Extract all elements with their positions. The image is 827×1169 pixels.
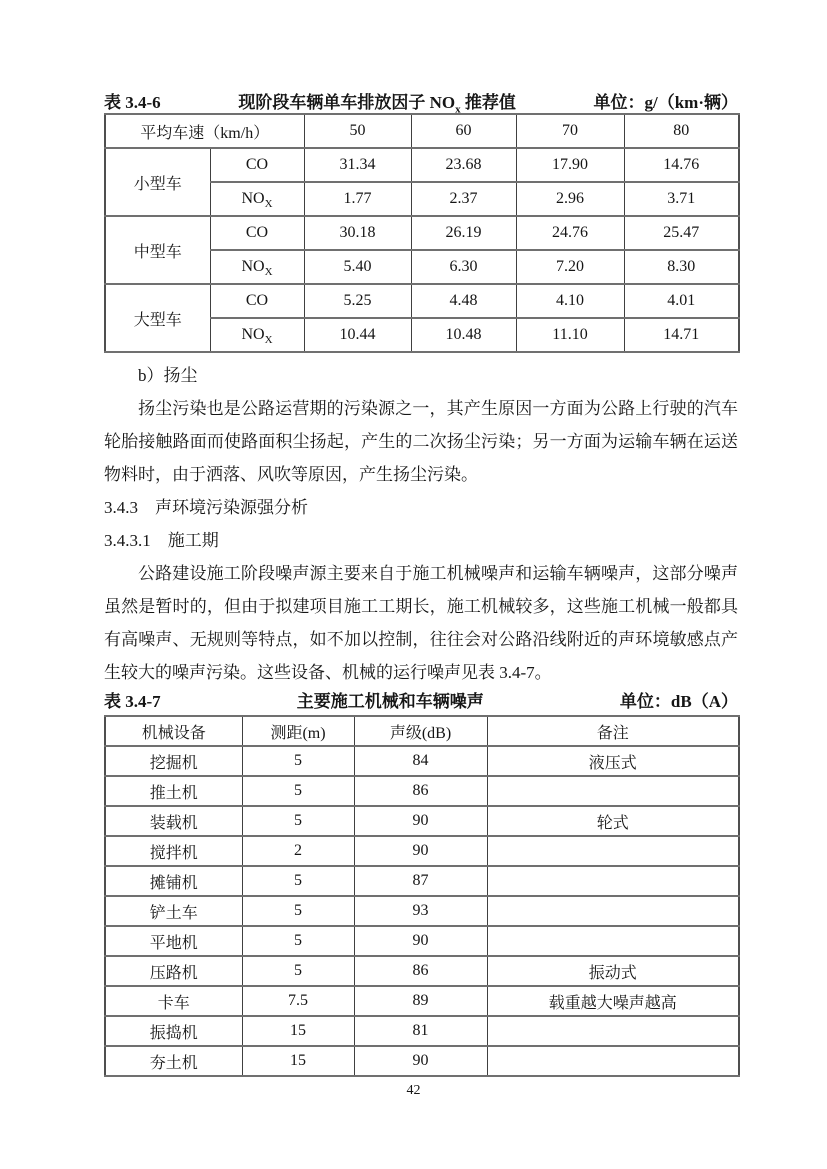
emission-value-cell: 4.10: [516, 284, 624, 318]
emission-table-caption: [104, 92, 738, 116]
vehicle-type-cell: 小型车: [105, 148, 210, 216]
speed-cell: 80: [624, 114, 739, 148]
emission-table-label: 表 3.4-6: [104, 93, 161, 112]
pollutant-cell: [210, 284, 304, 318]
measure-distance-cell: 5: [242, 926, 354, 956]
table-header-row: [105, 716, 739, 746]
emission-value-cell: 4.01: [624, 284, 739, 318]
pollutant-cell: [210, 182, 304, 216]
remark-cell: [487, 1016, 739, 1046]
remark-cell: [487, 896, 739, 926]
emission-value-cell: 3.71: [624, 182, 739, 216]
pollutant-cell: [210, 216, 304, 250]
measure-distance-cell: 15: [242, 1046, 354, 1076]
noise-level-cell: 90: [354, 1046, 487, 1076]
emission-table-title-rest: 推荐值: [460, 93, 516, 112]
pollutant-name: NO: [241, 258, 265, 275]
pollutant-subscript: X: [264, 198, 273, 211]
emission-value-cell: 14.76: [624, 148, 739, 182]
table-row: [105, 776, 739, 806]
emission-table-unit: 单位：g/（km·辆）: [593, 93, 738, 112]
remark-cell: [487, 926, 739, 956]
noise-paragraph-line: 虽然是暂时的，但由于拟建项目施工工期长，施工机械较多，这些施工机械一般都具: [104, 597, 738, 616]
noise-paragraph-line: 公路建设施工阶段噪声源主要来自于施工机械噪声和运输车辆噪声，这部分噪声: [138, 564, 738, 583]
dust-heading: b）扬尘: [138, 366, 198, 385]
machinery-noise-table: [104, 715, 740, 1077]
noise-level-cell: 86: [354, 776, 487, 806]
column-header-cell: 测距(m): [242, 716, 354, 746]
dust-paragraph-line: 物料时，由于洒落、风吹等原因，产生扬尘污染。: [104, 465, 478, 484]
speed-cell: 50: [304, 114, 411, 148]
remark-cell: 轮式: [487, 806, 739, 836]
pollutant-name: CO: [245, 224, 269, 241]
pollutant-name: CO: [245, 292, 269, 309]
emission-value-cell: 24.76: [516, 216, 624, 250]
vehicle-type-cell: 大型车: [105, 284, 210, 352]
equipment-name-cell: 推土机: [105, 776, 242, 806]
noise-level-cell: 89: [354, 986, 487, 1016]
equipment-name-cell: 夯土机: [105, 1046, 242, 1076]
speed-cell: 70: [516, 114, 624, 148]
emission-value-cell: 17.90: [516, 148, 624, 182]
table-row: [105, 896, 739, 926]
emission-table-title-text: 现阶段车辆单车排放因子 NO: [238, 93, 456, 112]
remark-cell: [487, 776, 739, 806]
noise-level-cell: 90: [354, 926, 487, 956]
vehicle-type-cell: 中型车: [105, 216, 210, 284]
table-row: [105, 284, 739, 318]
emission-value-cell: 5.25: [304, 284, 411, 318]
pollutant-cell: [210, 250, 304, 284]
emission-factor-table: [104, 113, 740, 353]
table-row: [105, 986, 739, 1016]
emission-value-cell: 31.34: [304, 148, 411, 182]
remark-cell: 载重越大噪声越高: [487, 986, 739, 1016]
emission-value-cell: 10.48: [411, 318, 516, 352]
pollutant-cell: [210, 148, 304, 182]
emission-table-title: [161, 92, 594, 116]
construction-period-heading: 3.4.3.1 施工期: [104, 531, 219, 550]
remark-cell: [487, 866, 739, 896]
table-row: [105, 746, 739, 776]
pollutant-subscript: X: [264, 266, 273, 279]
noise-level-cell: 90: [354, 806, 487, 836]
emission-value-cell: 8.30: [624, 250, 739, 284]
equipment-name-cell: 搅拌机: [105, 836, 242, 866]
measure-distance-cell: 2: [242, 836, 354, 866]
equipment-name-cell: 卡车: [105, 986, 242, 1016]
table-row: [105, 836, 739, 866]
emission-value-cell: 26.19: [411, 216, 516, 250]
noise-paragraph-line: 生较大的噪声污染。这些设备、机械的运行噪声见表 3.4-7。: [104, 663, 552, 682]
column-header-cell: 机械设备: [105, 716, 242, 746]
measure-distance-cell: 5: [242, 866, 354, 896]
table-row: [105, 1046, 739, 1076]
equipment-name-cell: 振捣机: [105, 1016, 242, 1046]
measure-distance-cell: 7.5: [242, 986, 354, 1016]
emission-value-cell: 1.77: [304, 182, 411, 216]
speed-header-cell: 平均车速（km/h）: [105, 114, 304, 148]
noise-paragraph-line: 有高噪声、无规则等特点，如不加以控制，往往会对公路沿线附近的声环境敏感点产: [104, 630, 738, 649]
pollutant-name: NO: [241, 326, 265, 343]
noise-level-cell: 90: [354, 836, 487, 866]
measure-distance-cell: 5: [242, 956, 354, 986]
emission-value-cell: 11.10: [516, 318, 624, 352]
pollutant-name: CO: [245, 156, 269, 173]
body-text: [104, 359, 738, 689]
equipment-name-cell: 挖掘机: [105, 746, 242, 776]
measure-distance-cell: 5: [242, 776, 354, 806]
remark-cell: [487, 836, 739, 866]
equipment-name-cell: 压路机: [105, 956, 242, 986]
noise-table-label: 表 3.4-7: [104, 692, 161, 711]
equipment-name-cell: 装载机: [105, 806, 242, 836]
emission-value-cell: 2.96: [516, 182, 624, 216]
table-header-row: [105, 114, 739, 148]
emission-value-cell: 10.44: [304, 318, 411, 352]
noise-level-cell: 93: [354, 896, 487, 926]
emission-value-cell: 6.30: [411, 250, 516, 284]
remark-cell: [487, 1046, 739, 1076]
table-row: [105, 1016, 739, 1046]
measure-distance-cell: 5: [242, 806, 354, 836]
table-row: [105, 926, 739, 956]
column-header-cell: 备注: [487, 716, 739, 746]
emission-value-cell: 14.71: [624, 318, 739, 352]
page-content: [104, 92, 738, 1077]
speed-cell: 60: [411, 114, 516, 148]
table-row: [105, 148, 739, 182]
noise-table-caption: [104, 689, 738, 715]
emission-value-cell: 5.40: [304, 250, 411, 284]
table-row: [105, 866, 739, 896]
emission-value-cell: 30.18: [304, 216, 411, 250]
equipment-name-cell: 铲土车: [105, 896, 242, 926]
dust-paragraph-line: 扬尘污染也是公路运营期的污染源之一，其产生原因一方面为公路上行驶的汽车: [138, 399, 738, 418]
noise-section-heading: 3.4.3 声环境污染源强分析: [104, 498, 308, 517]
dust-paragraph-line: 轮胎接触路面而使路面积尘扬起，产生的二次扬尘污染；另一方面为运输车辆在运送: [104, 432, 738, 451]
pollutant-name: NO: [241, 190, 265, 207]
pollutant-cell: [210, 318, 304, 352]
table-row: [105, 956, 739, 986]
emission-value-cell: 4.48: [411, 284, 516, 318]
column-header-cell: 声级(dB): [354, 716, 487, 746]
noise-level-cell: 86: [354, 956, 487, 986]
measure-distance-cell: 15: [242, 1016, 354, 1046]
measure-distance-cell: 5: [242, 746, 354, 776]
emission-table-title-sub: x: [455, 103, 461, 116]
noise-level-cell: 81: [354, 1016, 487, 1046]
page-number: 42: [406, 1083, 421, 1098]
remark-cell: 液压式: [487, 746, 739, 776]
table-row: [105, 216, 739, 250]
emission-value-cell: 25.47: [624, 216, 739, 250]
table-row: [105, 806, 739, 836]
noise-level-cell: 87: [354, 866, 487, 896]
noise-level-cell: 84: [354, 746, 487, 776]
emission-value-cell: 7.20: [516, 250, 624, 284]
pollutant-subscript: X: [264, 334, 273, 347]
noise-table-unit: 单位：dB（A）: [619, 692, 738, 711]
emission-value-cell: 23.68: [411, 148, 516, 182]
measure-distance-cell: 5: [242, 896, 354, 926]
remark-cell: 振动式: [487, 956, 739, 986]
equipment-name-cell: 摊铺机: [105, 866, 242, 896]
equipment-name-cell: 平地机: [105, 926, 242, 956]
emission-value-cell: 2.37: [411, 182, 516, 216]
noise-table-title: 主要施工机械和车辆噪声: [296, 692, 484, 711]
